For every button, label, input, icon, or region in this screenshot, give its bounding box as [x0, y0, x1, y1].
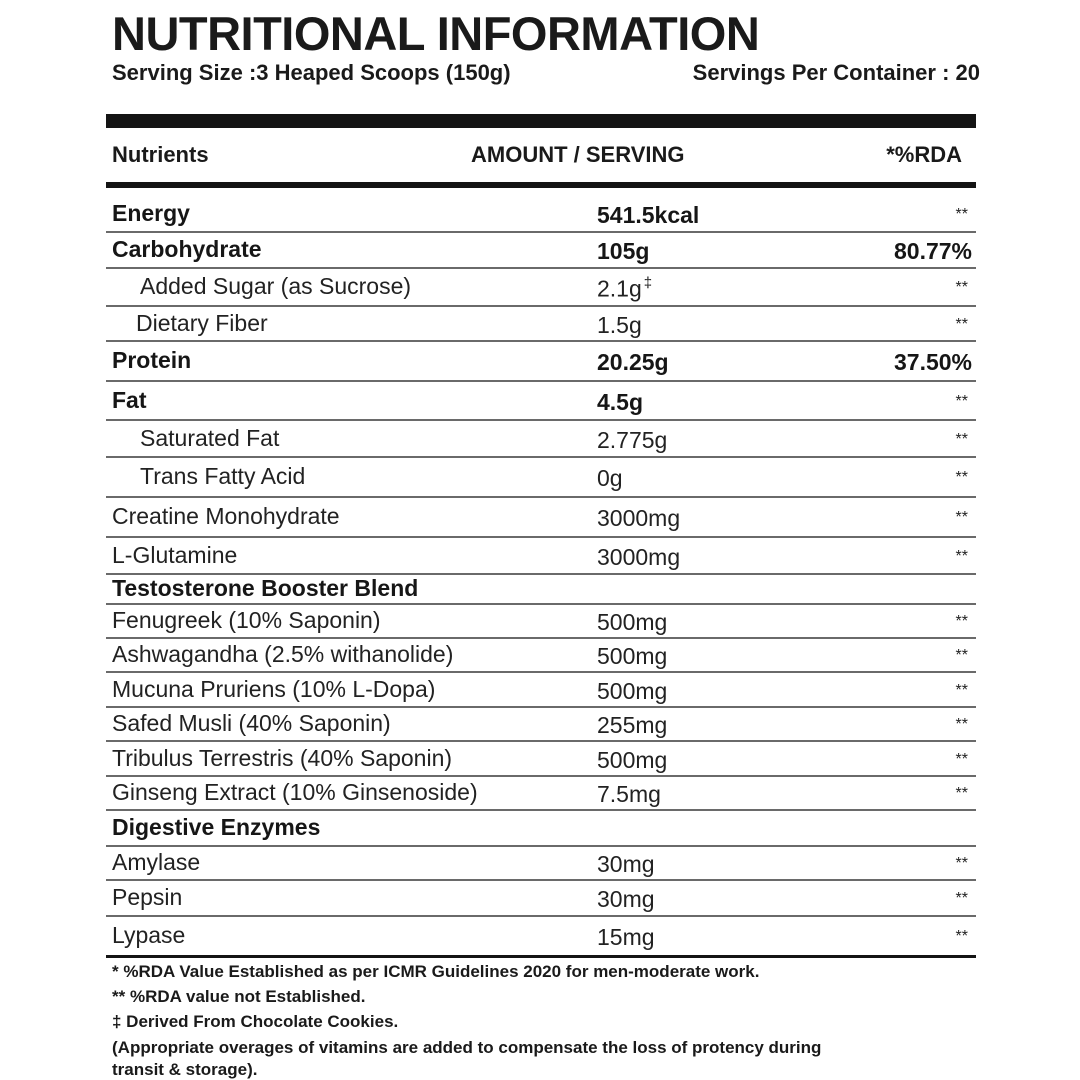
row-rda: ** [955, 547, 968, 565]
row-name: Protein [112, 346, 192, 373]
row-amount: 30mg [597, 885, 655, 912]
header-nutrients: Nutrients [112, 142, 209, 167]
row-rda: ** [955, 715, 968, 733]
row-amount: 500mg [597, 642, 668, 669]
row-amount: 500mg [597, 608, 668, 635]
row-name: Mucuna Pruriens (10% L-Dopa) [112, 675, 436, 702]
row-rda: ** [955, 750, 968, 768]
row-name: Saturated Fat [140, 424, 280, 451]
row-name: Energy [112, 199, 190, 226]
table-row [106, 233, 976, 269]
row-amount: 30mg [597, 850, 655, 877]
row-rda: ** [955, 889, 968, 907]
section-header-row [106, 575, 976, 605]
table-row [106, 673, 976, 708]
row-rda: ** [955, 854, 968, 872]
row-name: Added Sugar (as Sucrose) [140, 272, 412, 299]
table-row [106, 708, 976, 742]
table-row [106, 196, 976, 233]
row-rda: ** [955, 278, 968, 296]
row-name: Tribulus Terrestris (40% Saponin) [112, 744, 453, 771]
nutrient-rows [106, 196, 976, 956]
row-amount: 4.5g [597, 388, 644, 415]
table-row [106, 458, 976, 498]
serving-info [112, 60, 980, 88]
row-name: Dietary Fiber [136, 309, 268, 336]
table-row [106, 342, 976, 382]
table-row [106, 917, 976, 954]
table-row [106, 777, 976, 811]
table-row [106, 269, 976, 307]
table-row [106, 639, 976, 673]
row-rda: 37.50% [893, 348, 972, 375]
row-amount: 105g [597, 237, 650, 264]
table-row [106, 605, 976, 639]
row-rda: ** [955, 681, 968, 699]
row-rda: ** [955, 468, 968, 486]
header-rule [106, 182, 976, 188]
table-row [106, 881, 976, 917]
row-amount: 255mg [597, 711, 668, 738]
row-amount: 541.5kcal [597, 201, 700, 228]
top-thick-rule [106, 114, 976, 128]
row-name: Carbohydrate [112, 235, 262, 262]
servings-per-container: Servings Per Container : 20 [692, 60, 980, 85]
row-name: Safed Musli (40% Saponin) [112, 709, 391, 736]
row-name: Fenugreek (10% Saponin) [112, 606, 381, 633]
row-rda: ** [955, 612, 968, 630]
row-name: Pepsin [112, 883, 183, 910]
row-amount: 3000mg [597, 543, 681, 570]
footnote-rda-not-established: ** %RDA value not Established. [112, 987, 366, 1006]
footnote-overages-continued: transit & storage). [112, 1060, 258, 1079]
row-name: Ashwagandha (2.5% withanolide) [112, 640, 454, 667]
footnote-rda-established: * %RDA Value Established as per ICMR Guidelines 2020 for men-moderate work. [112, 962, 760, 981]
bottom-rule [106, 955, 976, 958]
serving-size: Serving Size :3 Heaped Scoops (150g) [112, 60, 511, 85]
row-name: Ginseng Extract (10% Ginsenoside) [112, 778, 478, 805]
row-rda: 80.77% [893, 237, 972, 264]
table-row [106, 538, 976, 575]
row-name: Lypase [112, 921, 186, 948]
row-rda: ** [955, 784, 968, 802]
row-name: L-Glutamine [112, 541, 238, 568]
table-row [106, 382, 976, 421]
row-rda: ** [955, 205, 968, 223]
footnote-derived-from: ‡ Derived From Chocolate Cookies. [112, 1012, 399, 1031]
row-rda: ** [955, 392, 968, 410]
row-amount: 15mg [597, 923, 655, 950]
row-name: Fat [112, 386, 147, 413]
header-amount: AMOUNT / SERVING [471, 142, 685, 167]
row-amount: 500mg [597, 677, 668, 704]
row-amount: 0g [597, 464, 623, 491]
label-title: NUTRITIONAL INFORMATION [112, 7, 760, 60]
row-rda: ** [955, 430, 968, 448]
row-rda: ** [955, 508, 968, 526]
row-amount [597, 274, 652, 302]
header-rda: *%RDA [886, 142, 962, 167]
table-row [106, 421, 976, 458]
row-rda: ** [955, 927, 968, 945]
section-name: Testosterone Booster Blend [112, 574, 419, 601]
row-name: Amylase [112, 848, 201, 875]
row-rda: ** [955, 646, 968, 664]
footnote-overages: (Appropriate overages of vitamins are added to compensate the loss of protency during [112, 1038, 822, 1057]
row-name: Creatine Monohydrate [112, 502, 340, 529]
row-amount: 20.25g [597, 348, 669, 375]
section-header-row [106, 811, 976, 847]
row-amount: 1.5g [597, 311, 642, 338]
row-rda: ** [955, 315, 968, 333]
table-row [106, 742, 976, 777]
table-header [106, 140, 976, 176]
section-name: Digestive Enzymes [112, 813, 321, 840]
row-amount: 3000mg [597, 504, 681, 531]
row-amount: 500mg [597, 746, 668, 773]
footnote-dagger-mark: ‡ [643, 274, 653, 292]
row-amount-value: 2.1g [597, 275, 642, 302]
row-amount: 7.5mg [597, 780, 661, 807]
row-amount: 2.775g [597, 426, 668, 453]
row-name: Trans Fatty Acid [140, 462, 306, 489]
table-row [106, 307, 976, 342]
table-row [106, 847, 976, 881]
table-row [106, 498, 976, 538]
